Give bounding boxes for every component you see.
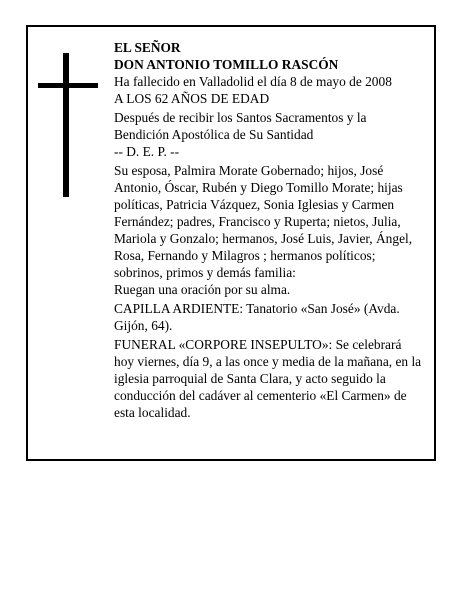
death-line: Ha fallecido en Valladolid el día 8 de mayo de 2008 (114, 74, 392, 89)
cross-vertical-bar (63, 53, 69, 197)
chapel-paragraph: CAPILLA ARDIENTE: Tanatorio «San José» (Avda. Gijón, 64). (114, 301, 400, 333)
sacraments-line: Después de recibir los Santos Sacramentos y la Bendición Apostólica de Su Santidad (114, 110, 367, 142)
family-paragraph: Su esposa, Palmira Morate Gobernado; hijos, José Antonio, Óscar, Rubén y Diego Tomillo Morate; hijas políticas, Patricia Vázquez, Sonia Iglesias y Carmen Fernández; padres, Francisco y Ruperta; nietos, Julia, Mariola y Gonzalo; hermanos, José Luis, Javier, Ángel, Rosa, Fernando y Milagros ; hermanos políticos; sobrinos, primos y demás familia: (114, 163, 413, 280)
funeral-paragraph: FUNERAL «CORPORE INSEPULTO»: Se celebrará hoy viernes, día 9, a las once y media de la mañana, en la iglesia parroquial de Santa Clara, y acto seguido la conducción del cadáver al cementerio «El Carmen» de esta localidad. (114, 337, 422, 420)
title-line-1: EL SEÑOR (114, 40, 181, 55)
prayer-line: Ruegan una oración por su alma. (114, 282, 291, 297)
age-line: A LOS 62 AÑOS DE EDAD (114, 91, 270, 106)
deceased-name: DON ANTONIO TOMILLO RASCÓN (114, 57, 339, 72)
cross-horizontal-bar (38, 83, 98, 88)
obituary-text (114, 39, 424, 421)
rip-line: -- D. E. P. -- (114, 144, 180, 159)
cross-icon (38, 53, 98, 197)
